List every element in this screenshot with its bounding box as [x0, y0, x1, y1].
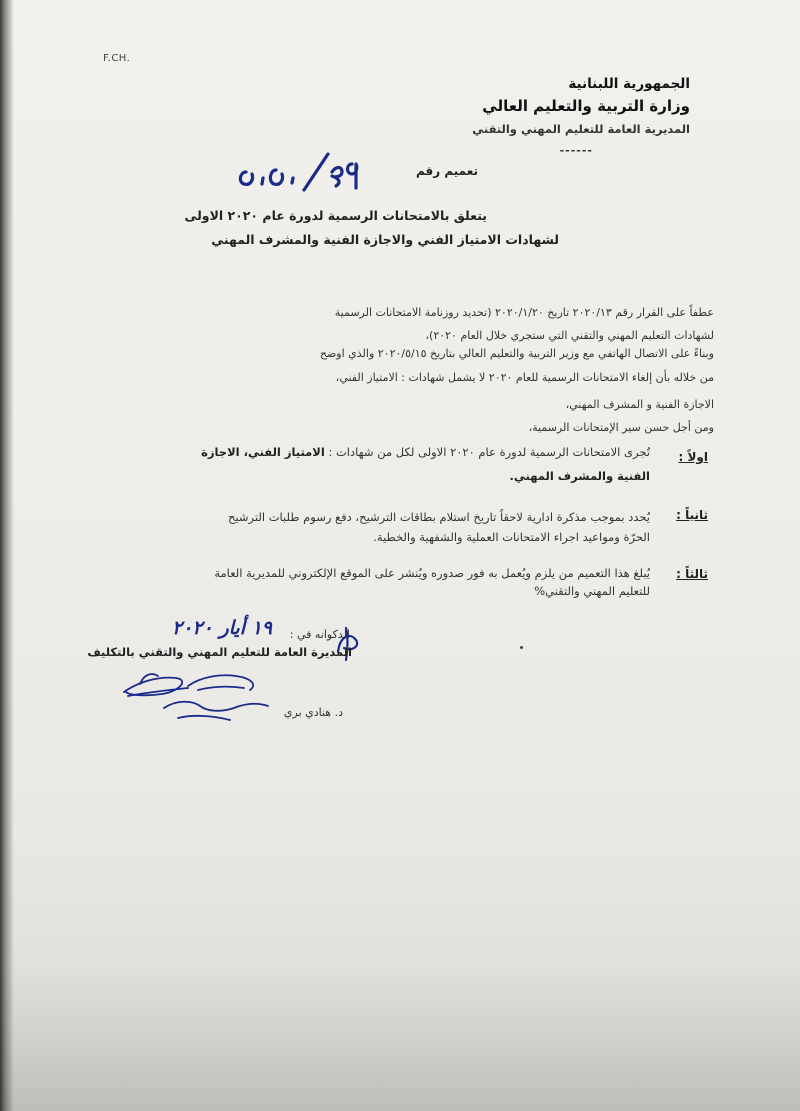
signature [118, 662, 288, 732]
header-separator: ------ [559, 144, 593, 157]
article-first-line-1 [201, 445, 650, 459]
stray-dot [520, 646, 523, 649]
header-republic: الجمهورية اللبنانية [568, 76, 690, 92]
article-first-text: تُجرى الامتحانات الرسمية لدورة عام ٢٠٢٠ الاولى لكل من شهادات : [328, 445, 650, 459]
page-edge-shadow [0, 0, 14, 1111]
article-second-line-2: الحرّة ومواعيد اجراء الامتحانات العملية والشفهية والخطية. [373, 530, 650, 544]
circular-label: تعميم رقم [416, 164, 478, 178]
article-label-first: اولاً : [678, 450, 708, 464]
date-handwritten: ١٩ أيار ٢٠٢٠ [172, 617, 273, 639]
circular-number-handwritten [232, 150, 372, 196]
preamble-line: عطفاً على القرار رقم ٢٠٢٠/١٣ تاريخ ٢٠٢٠/١/٢٠ (تحديد روزنامة الامتحانات الرسمية [334, 306, 714, 319]
preamble-line: من خلاله بأن إلغاء الامتحانات الرسمية للعام ٢٠٢٠ لا يشمل شهادات : الامتياز الفني، [335, 371, 714, 384]
subject-line-2: لشهادات الامتياز الفني والاجازة الفنية والمشرف المهني [211, 232, 559, 247]
page-bottom-shadow [0, 961, 800, 1111]
header-directorate: المديرية العامة للتعليم المهني والتقني [472, 122, 690, 136]
article-second-line-1: يُحدد بموجب مذكرة ادارية لاحقاً تاريخ استلام بطاقات الترشيح، دفع رسوم طلبات الترشيح [228, 510, 650, 524]
subject-line-1: يتعلق بالامتحانات الرسمية لدورة عام ٢٠٢٠ الاولى [184, 208, 487, 223]
director-title: المديرة العامة للتعليم المهني والتقني بالتكليف [87, 645, 352, 659]
date-label: الدكوانه في : [289, 628, 350, 641]
preamble-line: الاجازة الفنية و المشرف المهني، [565, 398, 714, 411]
signer-name: د. هنادي بري [283, 706, 343, 719]
preamble-line: لشهادات التعليم المهني والتقني التي ستجري خلال العام ٢٠٢٠)، [425, 329, 714, 342]
article-third-line-2: للتعليم المهني والتقني% [534, 584, 650, 598]
article-third-line-1: يُبلغ هذا التعميم من يلزم ويُعمل به فور صدوره ويُنشر على الموقع الإلكتروني للمديرية العامة [214, 566, 650, 580]
header-ministry: وزارة التربية والتعليم العالي [482, 97, 690, 115]
article-label-third: ثالثاً : [676, 567, 708, 581]
preamble-line: وبناءً على الاتصال الهاتفي مع وزير التربية والتعليم العالي بتاريخ ٢٠٢٠/٥/١٥ والذي اوضح [319, 347, 714, 360]
article-first-bold-text: الامتياز الفني، الاجازة [201, 445, 325, 459]
article-first-line-2: الفنية والمشرف المهني. [509, 469, 650, 483]
reference-code: F.CH. [103, 53, 131, 64]
preamble-line: ومن أجل حسن سير الإمتحانات الرسمية، [528, 421, 714, 434]
article-label-second: ثانياً : [676, 508, 708, 522]
